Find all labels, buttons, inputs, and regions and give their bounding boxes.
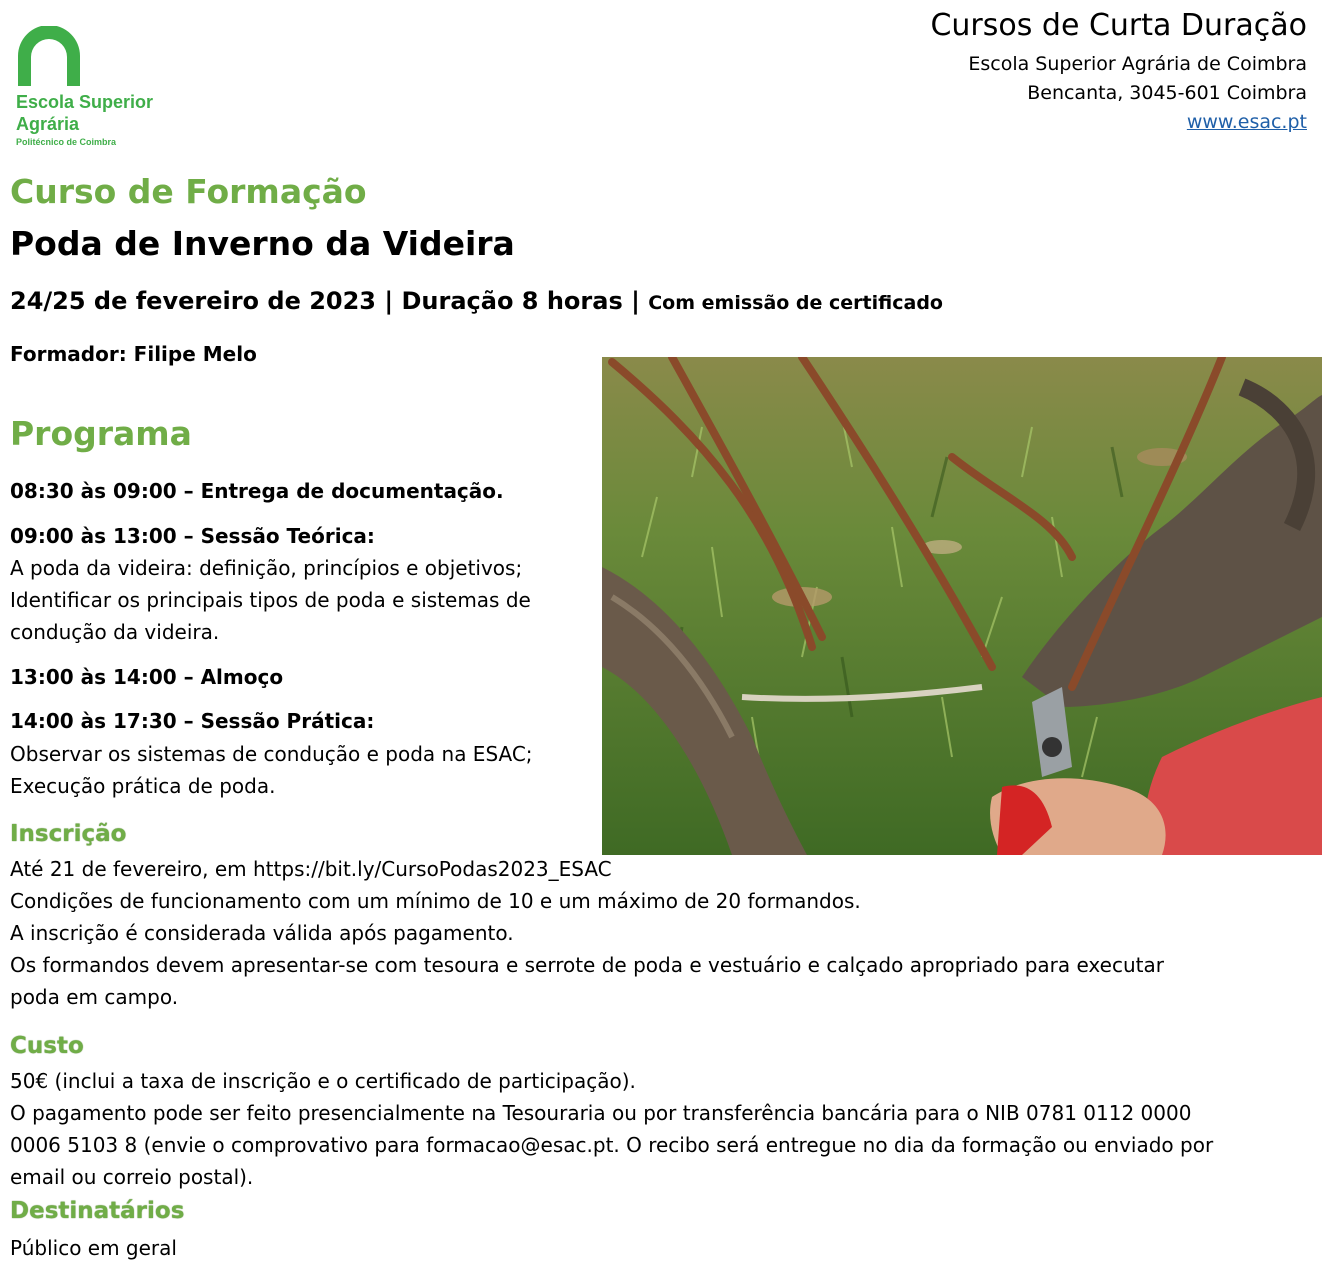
school-logo (14, 26, 184, 152)
header-address-1: Escola Superior Agrária de Coimbra (968, 53, 1307, 75)
trainer: Formador: Filipe Melo (10, 342, 257, 366)
inscricao-line: poda em campo. (10, 985, 179, 1009)
custo-heading: Custo (10, 1033, 84, 1059)
custo-line: 0006 5103 8 (envie o comprovativo para formacao@esac.pt. O recibo será entregue no dia da formação ou enviado por (10, 1133, 1214, 1157)
vine-pruning-image (602, 357, 1322, 855)
programa-heading: Programa (10, 414, 192, 453)
destinatarios-heading: Destinatários (10, 1198, 185, 1224)
website-link[interactable]: www.esac.pt (1186, 111, 1307, 133)
inscricao-heading: Inscrição (10, 821, 127, 847)
course-info (10, 287, 943, 315)
arch-logo-icon (14, 26, 84, 88)
custo-line: email ou correio postal). (10, 1165, 254, 1189)
header-title: Cursos de Curta Duração (930, 8, 1307, 43)
programa-item-line: Identificar os principais tipos de poda e sistemas de (10, 588, 531, 612)
logo-line-2: Agrária (16, 114, 80, 134)
course-name: Poda de Inverno da Videira (10, 224, 515, 263)
vine-pruning-photo (602, 357, 1322, 855)
course-type: Curso de Formação (10, 172, 367, 211)
programa-item-time: 09:00 às 13:00 – Sessão Teórica: (10, 524, 375, 548)
header-address-2: Bencanta, 3045-601 Coimbra (1027, 82, 1307, 104)
programa-item-line: Observar os sistemas de condução e poda na ESAC; (10, 742, 533, 766)
logo-line-3: Politécnico de Coimbra (16, 137, 117, 147)
course-date: 24/25 de fevereiro de 2023 | Duração 8 horas | (10, 287, 640, 315)
programa-item-time: 13:00 às 14:00 – Almoço (10, 665, 284, 689)
programa-item-line: Execução prática de poda. (10, 774, 276, 798)
course-certificate: Com emissão de certificado (648, 292, 943, 314)
custo-line: 50€ (inclui a taxa de inscrição e o certificado de participação). (10, 1069, 636, 1093)
logo-line-1: Escola Superior (16, 92, 154, 112)
programa-item-time: 08:30 às 09:00 – Entrega de documentação. (10, 479, 504, 503)
inscricao-line: Os formandos devem apresentar-se com tesoura e serrote de poda e vestuário e calçado apropriado para executar (10, 953, 1164, 977)
custo-line: O pagamento pode ser feito presencialmente na Tesouraria ou por transferência bancária para o NIB 0781 0112 0000 (10, 1101, 1192, 1125)
programa-item-time: 14:00 às 17:30 – Sessão Prática: (10, 709, 375, 733)
inscricao-line: A inscrição é considerada válida após pagamento. (10, 921, 514, 945)
inscricao-line: Condições de funcionamento com um mínimo de 10 e um máximo de 20 formandos. (10, 889, 861, 913)
inscricao-line: Até 21 de fevereiro, em https://bit.ly/CursoPodas2023_ESAC (10, 857, 612, 881)
programa-item-line: A poda da videira: definição, princípios e objetivos; (10, 556, 523, 580)
programa-item-line: condução da videira. (10, 620, 220, 644)
destinatarios-line: Público em geral (10, 1236, 177, 1260)
